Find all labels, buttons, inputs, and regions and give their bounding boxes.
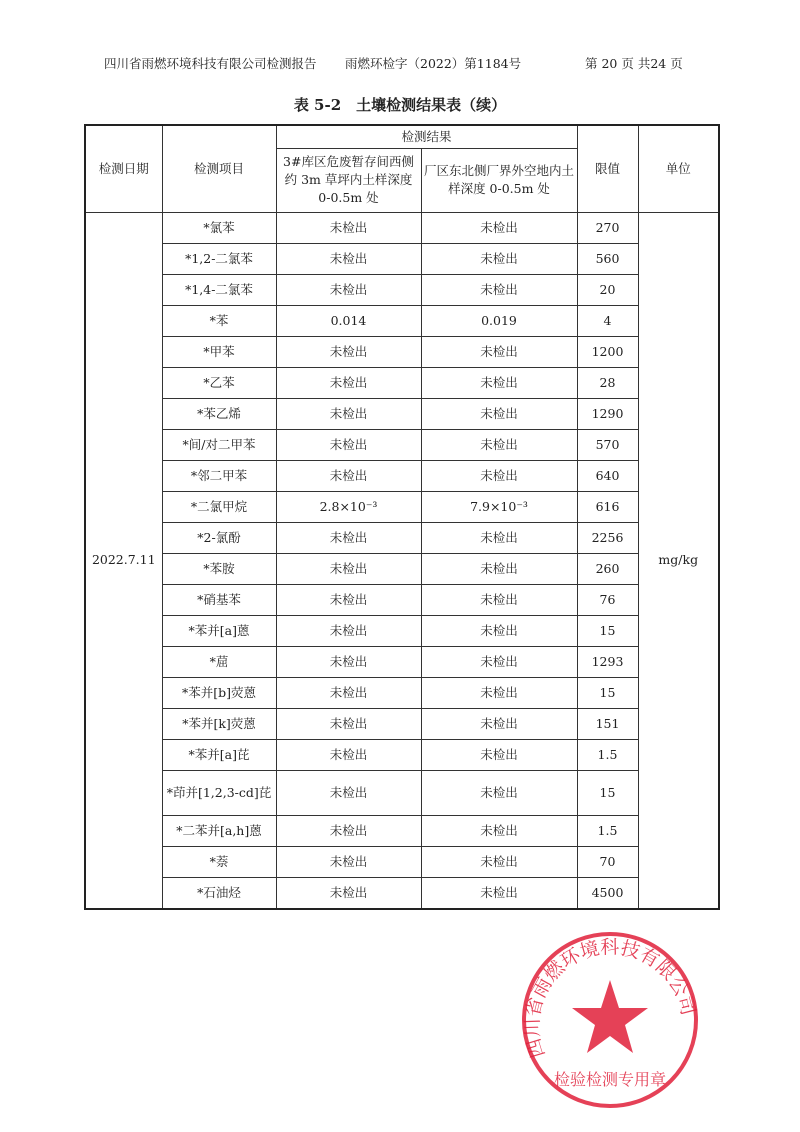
table-row <box>85 336 719 367</box>
svg-text:四川省雨燃环境科技有限公司: 四川省雨燃环境科技有限公司 <box>521 936 700 1061</box>
site1-cell: 未检出 <box>276 367 421 398</box>
page-number: 第 20 页 共24 页 <box>585 56 683 71</box>
site1-cell: 未检出 <box>276 815 421 846</box>
limit-cell: 1290 <box>577 398 638 429</box>
item-cell: *苯并[k]荧蒽 <box>162 708 276 739</box>
table-row <box>85 274 719 305</box>
header-limit: 限值 <box>577 125 638 212</box>
limit-cell: 76 <box>577 584 638 615</box>
limit-cell: 640 <box>577 460 638 491</box>
header-item: 检测项目 <box>162 125 276 212</box>
site1-cell: 0.014 <box>276 305 421 336</box>
site2-cell: 未检出 <box>421 212 577 243</box>
item-cell: *苯并[b]荧蒽 <box>162 677 276 708</box>
item-cell: *苯并[a]芘 <box>162 739 276 770</box>
item-cell: *萘 <box>162 846 276 877</box>
site2-cell: 未检出 <box>421 274 577 305</box>
site1-cell: 未检出 <box>276 677 421 708</box>
limit-cell: 560 <box>577 243 638 274</box>
limit-cell: 15 <box>577 770 638 815</box>
site2-cell: 未检出 <box>421 584 577 615</box>
table-row <box>85 212 719 243</box>
site1-cell: 未检出 <box>276 846 421 877</box>
site1-cell: 未检出 <box>276 460 421 491</box>
site1-cell: 未检出 <box>276 522 421 553</box>
site2-cell: 0.019 <box>421 305 577 336</box>
site2-cell: 7.9×10⁻³ <box>421 491 577 522</box>
site2-cell: 未检出 <box>421 815 577 846</box>
unit-cell: mg/kg <box>638 212 719 909</box>
site2-cell: 未检出 <box>421 646 577 677</box>
site1-cell: 未检出 <box>276 429 421 460</box>
site1-cell: 未检出 <box>276 708 421 739</box>
item-cell: *硝基苯 <box>162 584 276 615</box>
item-cell: *邻二甲苯 <box>162 460 276 491</box>
item-cell: *二苯并[a,h]蒽 <box>162 815 276 846</box>
item-cell: *甲苯 <box>162 336 276 367</box>
company-seal <box>515 925 705 1115</box>
table-row <box>85 815 719 846</box>
site1-cell: 未检出 <box>276 212 421 243</box>
limit-cell: 1.5 <box>577 815 638 846</box>
table-row <box>85 553 719 584</box>
item-cell: *1,2-二氯苯 <box>162 243 276 274</box>
limit-cell: 28 <box>577 367 638 398</box>
site2-cell: 未检出 <box>421 336 577 367</box>
svg-text:检验检测专用章: 检验检测专用章 <box>553 1070 667 1089</box>
site2-cell: 未检出 <box>421 367 577 398</box>
table-row <box>85 584 719 615</box>
limit-cell: 570 <box>577 429 638 460</box>
site1-cell: 未检出 <box>276 553 421 584</box>
table-row <box>85 846 719 877</box>
limit-cell: 15 <box>577 615 638 646</box>
site1-cell: 未检出 <box>276 770 421 815</box>
site2-cell: 未检出 <box>421 553 577 584</box>
date-cell: 2022.7.11 <box>85 212 162 909</box>
site1-cell: 2.8×10⁻³ <box>276 491 421 522</box>
item-cell: *石油烃 <box>162 877 276 909</box>
table-row <box>85 522 719 553</box>
site1-cell: 未检出 <box>276 646 421 677</box>
item-cell: *间/对二甲苯 <box>162 429 276 460</box>
limit-cell: 70 <box>577 846 638 877</box>
site1-cell: 未检出 <box>276 398 421 429</box>
site2-cell: 未检出 <box>421 429 577 460</box>
table-row <box>85 429 719 460</box>
table-row <box>85 708 719 739</box>
site2-cell: 未检出 <box>421 243 577 274</box>
site1-cell: 未检出 <box>276 274 421 305</box>
limit-cell: 1.5 <box>577 739 638 770</box>
site2-cell: 未检出 <box>421 398 577 429</box>
site1-cell: 未检出 <box>276 877 421 909</box>
table-row <box>85 398 719 429</box>
site2-cell: 未检出 <box>421 846 577 877</box>
site1-cell: 未检出 <box>276 584 421 615</box>
header-site1: 3#库区危废暂存间西侧约 3m 草坪内土样深度 0-0.5m 处 <box>276 148 421 212</box>
item-cell: *乙苯 <box>162 367 276 398</box>
site2-cell: 未检出 <box>421 770 577 815</box>
site2-cell: 未检出 <box>421 522 577 553</box>
limit-cell: 20 <box>577 274 638 305</box>
item-cell: *䓛 <box>162 646 276 677</box>
site1-cell: 未检出 <box>276 739 421 770</box>
limit-cell: 616 <box>577 491 638 522</box>
item-cell: *苯并[a]蒽 <box>162 615 276 646</box>
limit-cell: 2256 <box>577 522 638 553</box>
limit-cell: 4500 <box>577 877 638 909</box>
report-number: 雨燃环检字（2022）第1184号 <box>345 56 522 71</box>
item-cell: *二氯甲烷 <box>162 491 276 522</box>
limit-cell: 1200 <box>577 336 638 367</box>
item-cell: *氯苯 <box>162 212 276 243</box>
header-date: 检测日期 <box>85 125 162 212</box>
table-row <box>85 877 719 909</box>
table-row <box>85 491 719 522</box>
site1-cell: 未检出 <box>276 336 421 367</box>
soil-results-table <box>84 124 720 910</box>
table-row <box>85 646 719 677</box>
item-cell: *茚并[1,2,3-cd]芘 <box>162 770 276 815</box>
header-unit: 单位 <box>638 125 719 212</box>
site2-cell: 未检出 <box>421 615 577 646</box>
item-cell: *2-氯酚 <box>162 522 276 553</box>
table-title: 表 5-2 土壤检测结果表（续） <box>293 96 507 114</box>
table-row <box>85 367 719 398</box>
item-cell: *苯胺 <box>162 553 276 584</box>
site2-cell: 未检出 <box>421 739 577 770</box>
limit-cell: 1293 <box>577 646 638 677</box>
item-cell: *苯乙烯 <box>162 398 276 429</box>
limit-cell: 260 <box>577 553 638 584</box>
header-site2: 厂区东北侧厂界外空地内土样深度 0-0.5m 处 <box>421 148 577 212</box>
item-cell: *苯 <box>162 305 276 336</box>
item-cell: *1,4-二氯苯 <box>162 274 276 305</box>
limit-cell: 15 <box>577 677 638 708</box>
site2-cell: 未检出 <box>421 460 577 491</box>
table-row <box>85 305 719 336</box>
limit-cell: 151 <box>577 708 638 739</box>
table-row <box>85 615 719 646</box>
table-row <box>85 460 719 491</box>
site2-cell: 未检出 <box>421 677 577 708</box>
company-header: 四川省雨燃环境科技有限公司检测报告 <box>104 56 317 71</box>
table-row <box>85 739 719 770</box>
limit-cell: 4 <box>577 305 638 336</box>
table-row <box>85 770 719 815</box>
site1-cell: 未检出 <box>276 243 421 274</box>
site2-cell: 未检出 <box>421 708 577 739</box>
site2-cell: 未检出 <box>421 877 577 909</box>
site1-cell: 未检出 <box>276 615 421 646</box>
table-row <box>85 677 719 708</box>
table-row <box>85 243 719 274</box>
header-results: 检测结果 <box>276 125 577 148</box>
limit-cell: 270 <box>577 212 638 243</box>
